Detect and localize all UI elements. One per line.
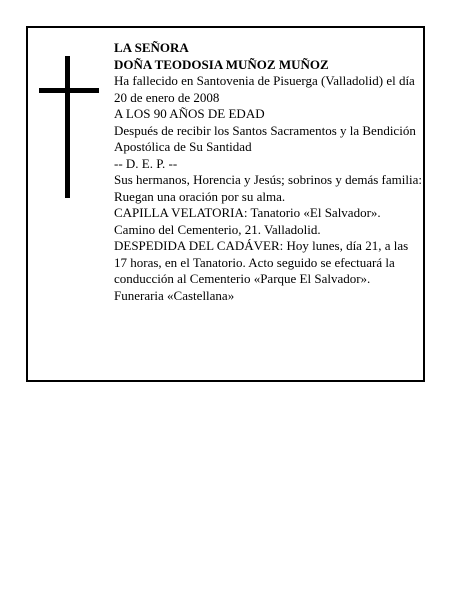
notice-prayer: Ruegan una oración por su alma. [114,188,286,204]
obituary-notice [26,26,425,382]
cross-vertical-bar [65,56,70,198]
notice-sacraments: Después de recibir los Santos Sacramentos y la Bendición Apostólica de Su Santidad [114,122,416,154]
notice-funeral-home: Funeraria «Castellana» [114,287,235,303]
notice-passed-away: Ha fallecido en Santovenia de Pisuerga (Valladolid) el día 20 de enero de 2008 [114,73,415,105]
cross-icon [39,56,99,198]
notice-text [114,40,422,304]
notice-chapel: CAPILLA VELATORIA: Tanatorio «El Salvador». Camino del Cementerio, 21. Valladolid. [114,205,381,237]
cross-horizontal-bar [39,88,99,93]
notice-title-line-1: LA SEÑORA [114,40,189,55]
notice-family: Sus hermanos, Horencia y Jesús; sobrinos y demás familia: [114,172,422,187]
notice-farewell: DESPEDIDA DEL CADÁVER: Hoy lunes, día 21, a las 17 horas, en el Tanatorio. Acto seguido se efectuará la conducción al Cementerio «Parque El Salvador». [114,238,409,286]
notice-deceased-name: DOÑA TEODOSIA MUÑOZ MUÑOZ [114,56,329,72]
notice-age: A LOS 90 AÑOS DE EDAD [114,106,265,121]
notice-rip: -- D. E. P. -- [114,155,178,171]
